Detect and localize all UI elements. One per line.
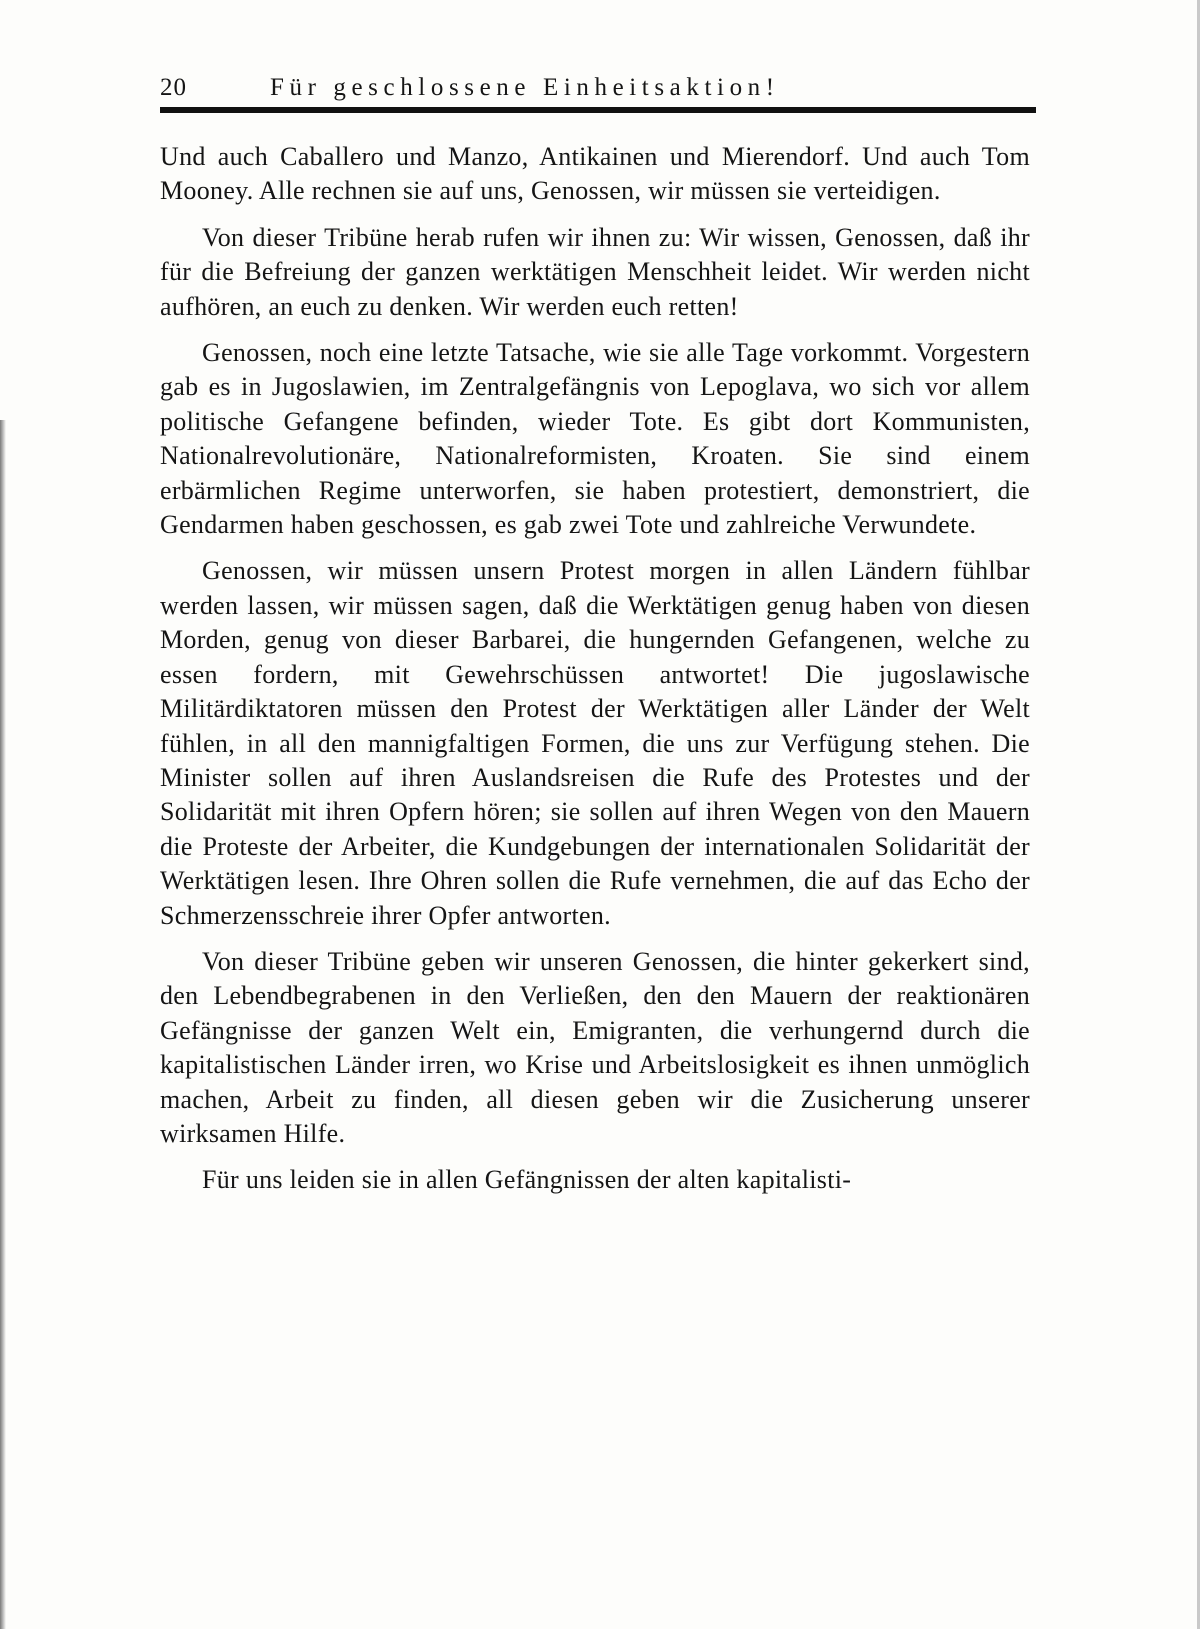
paragraph: Von dieser Tribüne geben wir unseren Genossen, die hinter gekerkert sind, den Lebendbegrabenen in den Verließen, den den Mauern der reaktionären Gefängnisse der ganzen Welt ein, Emigranten, die verhungernd durch die kapitalistischen Länder irren, wo Krise und Arbeitslosigkeit es ihnen unmöglich machen, Arbeit zu finden, all diesen geben wir die Zusicherung unserer wirksamen Hilfe. <box>160 946 1030 1148</box>
paragraph: Für uns leiden sie in allen Gefängnissen der alten kapitalisti- <box>202 1165 852 1195</box>
running-title: Für geschlossene Einheitsaktion! <box>270 74 780 101</box>
paragraph: Genossen, noch eine letzte Tatsache, wie sie alle Tage vorkommt. Vorgestern gab es in Jugoslawien, im Zentralgefängnis von Lepoglava, wo sich vor allem politische Gefangene befinden, wieder Tote. Es gibt dort Kommunisten, Nationalrevolutionäre, Nationalreformisten, Kroaten. Sie sind einem erbärmlichen Regime unterworfen, sie haben protestiert, demonstriert, die Gendarmen haben geschossen, es gab zwei Tote und zahlreiche Verwundete. <box>160 338 1030 540</box>
page-edge-shadow <box>0 420 6 1629</box>
page-header <box>160 74 1030 110</box>
page-number: 20 <box>160 74 187 101</box>
body-text <box>160 140 1030 1198</box>
paragraph: Genossen, wir müssen unsern Protest morgen in allen Ländern fühlbar werden lassen, wir müssen sagen, daß die Werktätigen genug haben von diesen Morden, genug von dieser Barbarei, die hungernden Gefangenen, welche zu essen fordern, mit Gewehrschüssen antwortet! Die jugoslawische Militärdiktatoren müssen den Protest der Werktätigen aller Länder der Welt fühlen, in all den mannigfaltigen Formen, die uns zur Verfügung stehen. Die Minister sollen auf ihren Auslandsreisen die Rufe des Protestes und der Solidarität mit ihren Opfern hören; sie sollen auf ihren Wegen von den Mauern die Proteste der Arbeiter, die Kundgebungen der internationalen Solidarität der Werktätigen lesen. Ihre Ohren sollen die Rufe vernehmen, die auf das Echo der Schmerzensschreie ihrer Opfer antworten. <box>160 556 1030 930</box>
paragraph: Und auch Caballero und Manzo, Antikainen und Mierendorf. Und auch Tom Mooney. Alle rechnen sie auf uns, Genossen, wir müssen sie verteidigen. <box>160 142 1030 206</box>
paragraph: Von dieser Tribüne herab rufen wir ihnen zu: Wir wissen, Genossen, daß ihr für die Befreiung der ganzen werktätigen Menschheit leidet. Wir werden nicht aufhören, an euch zu denken. Wir werden euch retten! <box>160 222 1030 321</box>
header-rule <box>160 107 1036 113</box>
